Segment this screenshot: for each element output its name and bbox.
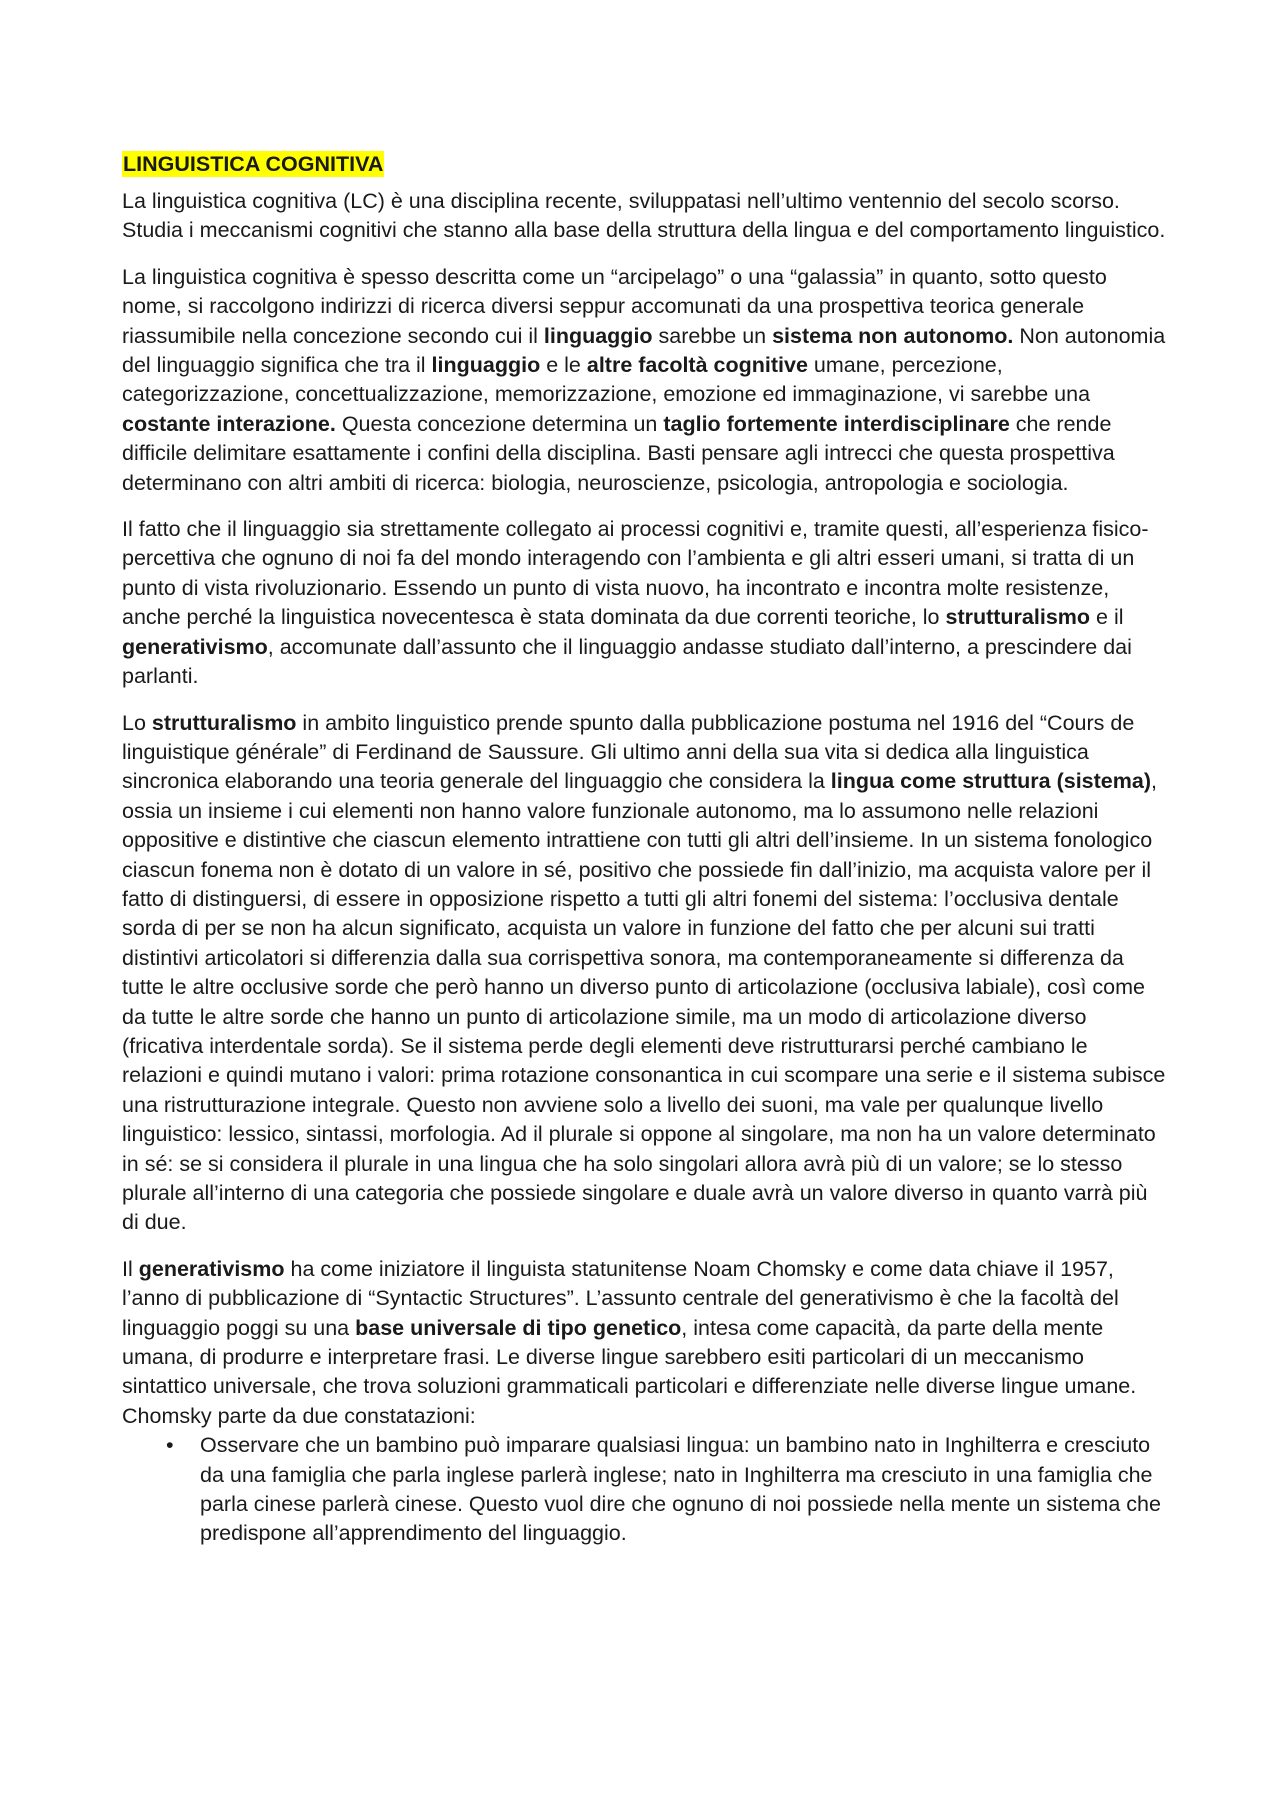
bullet-icon: • — [166, 1433, 174, 1458]
bold-term: strutturalismo — [945, 605, 1091, 630]
bullet-list — [122, 1431, 1170, 1549]
text-run: e le — [540, 353, 587, 378]
text-run: , ossia un insieme i cui elementi non hanno valore funzionale autonomo, ma lo assumono nelle relazioni oppositive e distintive che ciascun elemento intrattiene con tutti gli altri dell’insieme. In un sistema fonologico ciascun fonema non è dotato di un valore in sé, positivo che possiede fin dall’inizio, ma acquista valore per il fatto di distinguersi, di essere in opposizione rispetto a tutti gli altri fonemi del sistema: l’occlusiva dentale sorda di per se non ha alcun significato, acquista un valore in funzione del fatto che per alcuni sui tratti distintivi articolatori si differenzia dalla sua corrispettiva sonora, ma contemporaneamente si differenza da tutte le altre occlusive sorde che però hanno un diverso punto di articolazione (occlusiva labiale), così come da tutte le altre sorde che hanno un punto di articolazione simile, ma un modo di articolazione diverso (fricativa interdentale sorda). Se il sistema perde degli elementi deve ristrutturarsi perché cambiano le relazioni e quindi mutano i valori: prima rotazione consonantica in cui scompare una serie e il sistema subisce una ristrutturazione integrale. Questo non avviene solo a livello dei suoni, ma vale per qualunque livello linguistico: lessico, sintassi, morfologia. Ad il plurale si oppone al singolare, ma non ha un valore determinato in sé: se si considera il plurale in una lingua che ha solo singolari allora avrà più di un valore; se lo stesso plurale all’interno di una categoria che possiede singolare e duale avrà un valore diverso in quanto varrà più di due. — [122, 769, 1166, 1235]
text-run: umane, percezione, categorizzazione, concettualizzazione, memorizzazione, emozione ed immaginazione, vi sarebbe una — [122, 353, 1091, 407]
text-run: Non autonomia del linguaggio significa che tra il — [122, 323, 1166, 378]
text-run: La linguistica cognitiva (LC) è una disciplina recente, sviluppatasi nell’ultimo ventennio del secolo scorso. Studia i meccanismi cognitivi che stanno alla base della struttura della lingua e del comportamento linguistico. — [122, 189, 1166, 243]
bold-term: taglio fortemente interdisciplinare — [663, 411, 1010, 436]
bold-term: linguaggio — [543, 323, 653, 348]
bold-term: sistema non autonomo. — [772, 323, 1014, 348]
text-run: Lo — [122, 710, 152, 735]
text-run: , accomunate dall’assunto che il linguaggio andasse studiato dall’interno, a prescindere dai parlanti. — [122, 634, 1132, 689]
paragraph-rivoluzionario — [122, 515, 1170, 691]
bold-term: generativismo — [122, 634, 268, 659]
bold-term: linguaggio — [431, 353, 541, 378]
bold-term: lingua come struttura (sistema) — [830, 769, 1151, 794]
bold-term: strutturalismo — [151, 710, 297, 735]
text-run: La linguistica cognitiva è spesso descritta come un “arcipelago” o una “galassia” in quanto, sotto questo nome, si raccolgono indirizzi di ricerca diversi seppur accomunati da una prospettiva teorica generale riassumibile nella concezione secondo cui il — [122, 264, 1107, 348]
text-run: Il fatto che il linguaggio sia strettamente collegato ai processi cognitivi e, tramite questi, all’esperienza fisico-percettiva che ognuno di noi fa del mondo interagendo con l’ambienta e gli altri esseri umani, si tratta di un punto di vista rivoluzionario. Essendo un punto di vista nuovo, ha incontrato e incontra molte resistenze, anche perché la linguistica novecentesca è stata dominata da due correnti teoriche, lo — [122, 517, 1149, 630]
bold-term: base universale di tipo genetico — [355, 1315, 682, 1340]
paragraph-generativismo — [122, 1255, 1170, 1431]
text-run: Questa concezione determina un — [335, 411, 664, 436]
list-item-text: Osservare che un bambino può imparare qualsiasi lingua: un bambino nato in Inghilterra e cresciuto da una famiglia che parla inglese parlerà inglese; nato in Inghilterra ma cresciuto in una famiglia che parla cinese parlerà cinese. Questo vuol dire che ognuno di noi possiede nella mente un sistema che predispone all’apprendimento del linguaggio. — [200, 1433, 1161, 1546]
text-run: e il — [1090, 605, 1124, 630]
list-item — [122, 1431, 1170, 1549]
text-run: che rende difficile delimitare esattamente i confini della disciplina. Basti pensare agli intrecci che questa prospettiva determinano con altri ambiti di ricerca: biologia, neuroscienze, psicologia, antropologia e sociologia. — [122, 411, 1115, 495]
paragraph-intro — [122, 187, 1170, 246]
text-run: Il — [122, 1256, 139, 1281]
document-page — [122, 150, 1170, 1549]
bold-term: altre facoltà cognitive — [586, 353, 808, 378]
text-run: in ambito linguistico prende spunto dalla pubblicazione postuma nel 1916 del “Cours de linguistique générale” di Ferdinand de Saussure. Gli ultimo anni della sua vita si dedica alla linguistica sincronica elaborando una teoria generale del linguaggio che considera la — [122, 710, 1135, 794]
text-run: sarebbe un — [652, 323, 773, 348]
paragraph-strutturalismo — [122, 709, 1170, 1238]
paragraph-arcipelago — [122, 263, 1170, 498]
text-run: , intesa come capacità, da parte della mente umana, di produrre e interpretare frasi. Le diverse lingue sarebbero esiti particolari di un meccanismo sintattico universale, che trova soluzioni grammaticali particolari e differenziate nelle diverse lingue umane. Chomsky parte da due constatazioni: — [122, 1315, 1137, 1428]
text-run: ha come iniziatore il linguista statunitense Noam Chomsky e come data chiave il 1957, l’anno di pubblicazione di “Syntactic Structures”. L’assunto centrale del generativismo è che la facoltà del linguaggio poggi su una — [122, 1256, 1119, 1340]
bold-term: costante interazione. — [122, 411, 336, 436]
bold-term: generativismo — [138, 1256, 285, 1281]
document-title: LINGUISTICA COGNITIVA — [123, 152, 384, 176]
